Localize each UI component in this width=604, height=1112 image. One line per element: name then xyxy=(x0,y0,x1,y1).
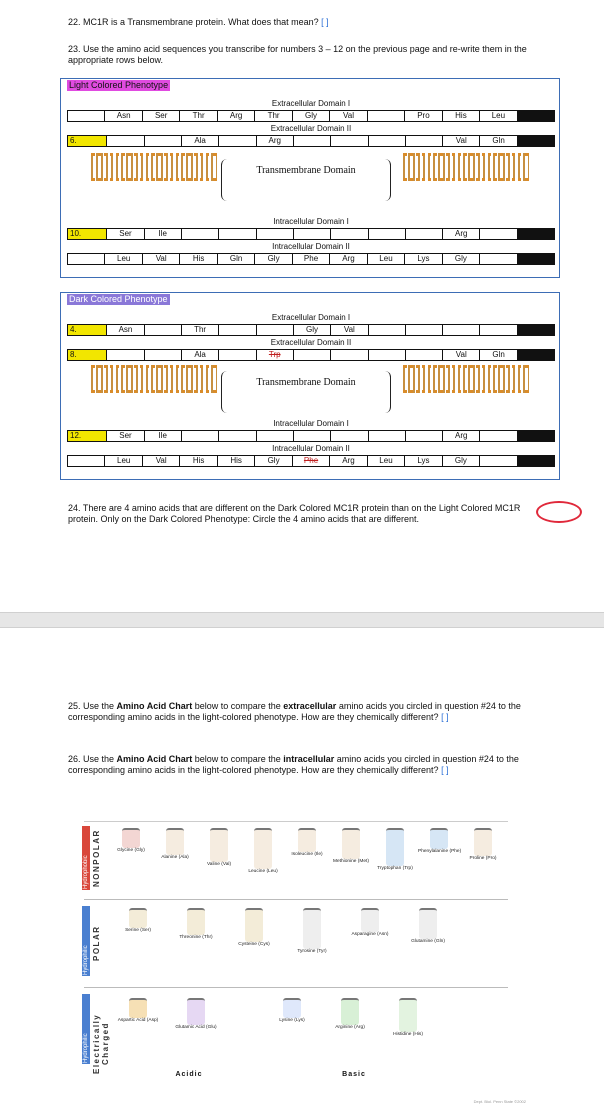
sequence-cell[interactable]: Gln xyxy=(217,253,254,265)
amino-acid-histidine xyxy=(380,998,436,1037)
dark-phenotype-title: Dark Colored Phenotype xyxy=(69,294,168,304)
sequence-cell[interactable]: Val xyxy=(329,110,366,122)
sequence-cell[interactable] xyxy=(479,430,516,442)
membrane-left xyxy=(91,153,217,181)
sequence-cell[interactable] xyxy=(479,455,516,467)
amino-acid-aspartic xyxy=(110,998,166,1023)
sequence-cell[interactable] xyxy=(144,349,181,361)
sequence-cell[interactable] xyxy=(218,135,255,147)
sequence-cell[interactable]: Ala xyxy=(181,135,218,147)
dark-row-bottom xyxy=(67,455,555,467)
sequence-cell[interactable]: Val xyxy=(142,455,179,467)
sequence-cell[interactable] xyxy=(144,135,181,147)
sequence-cell[interactable]: Leu xyxy=(104,253,141,265)
dark-extracellular-2-label: Extracellular Domain II xyxy=(270,338,352,347)
sequence-cell[interactable]: 4. xyxy=(67,324,106,336)
amino-acid-glutamic xyxy=(168,998,224,1030)
sequence-cell[interactable] xyxy=(293,430,330,442)
sequence-cell[interactable] xyxy=(67,110,104,122)
hydrophilic-tag: Hydrophilic xyxy=(82,906,90,976)
sequence-cell[interactable]: Phe xyxy=(292,455,329,467)
sequence-cell[interactable]: Leu xyxy=(367,455,404,467)
sequence-cell[interactable] xyxy=(405,324,442,336)
amino-acid-name: Glutamic Acid (Glu) xyxy=(175,1025,217,1030)
sequence-cell[interactable] xyxy=(517,349,555,361)
sequence-cell[interactable]: Gly xyxy=(442,455,479,467)
sequence-cell[interactable]: Arg xyxy=(329,455,366,467)
sequence-cell[interactable]: Gly xyxy=(292,110,329,122)
sequence-cell[interactable]: Val xyxy=(442,349,479,361)
light-row-10 xyxy=(67,228,555,240)
sequence-cell[interactable] xyxy=(442,324,479,336)
sequence-cell[interactable] xyxy=(517,110,555,122)
chart-divider xyxy=(84,899,508,900)
light-intracellular-2-label: Intracellular Domain II xyxy=(272,242,350,251)
light-row-bottom xyxy=(67,253,555,265)
sequence-cell[interactable] xyxy=(181,228,218,240)
amino-acid-name: Threonine (Thr) xyxy=(179,935,213,940)
amino-acid-cysteine xyxy=(226,908,282,947)
side-chain-structure xyxy=(303,908,321,949)
sequence-cell[interactable] xyxy=(517,135,555,147)
amino-acid-name: Tyrosine (Tyr) xyxy=(297,949,327,954)
sequence-cell[interactable]: Pro xyxy=(404,110,441,122)
question-23: 23. Use the amino acid sequences you transcribe for numbers 3 – 12 on the previous page and re-write them in the appropriate rows below. xyxy=(68,44,527,65)
light-phenotype-title: Light Colored Phenotype xyxy=(69,80,169,90)
sequence-cell[interactable] xyxy=(330,430,367,442)
sequence-cell[interactable]: His xyxy=(179,253,216,265)
amino-acid-name: Arginine (Arg) xyxy=(335,1025,365,1030)
side-chain-structure xyxy=(283,998,301,1018)
light-transmembrane-label: Transmembrane Domain xyxy=(221,159,391,201)
sequence-cell[interactable] xyxy=(330,228,367,240)
sequence-cell[interactable] xyxy=(517,455,555,467)
sequence-cell[interactable] xyxy=(218,349,255,361)
amino-acid-threonine xyxy=(168,908,224,940)
sequence-cell[interactable] xyxy=(517,253,555,265)
sequence-cell[interactable]: Arg xyxy=(442,228,479,240)
membrane-right xyxy=(403,153,529,181)
sequence-cell[interactable]: Arg xyxy=(256,135,293,147)
side-chain-structure xyxy=(386,828,404,866)
sequence-cell[interactable] xyxy=(181,430,218,442)
amino-acid-methionine xyxy=(330,828,372,864)
amino-acid-name: Isoleucine (Ile) xyxy=(291,852,323,857)
amino-acid-name: Asparagine (Asn) xyxy=(351,932,389,937)
amino-acid-glycine xyxy=(110,828,152,853)
sequence-cell[interactable]: Gly xyxy=(293,324,330,336)
sequence-cell[interactable] xyxy=(67,253,104,265)
dark-phenotype-panel xyxy=(60,292,560,480)
amino-acid-arginine xyxy=(322,998,378,1030)
question-25: 25. Use the Amino Acid Chart below to compare the extracellular amino acids you circled in question #24 to the corresponding amino acids in the light-colored phenotype. How are they chemically different? [ ] xyxy=(68,701,521,722)
sequence-cell[interactable] xyxy=(256,430,293,442)
sequence-cell[interactable]: His xyxy=(179,455,216,467)
sequence-cell[interactable]: Ala xyxy=(181,349,218,361)
side-chain-structure xyxy=(361,908,379,932)
amino-acid-name: Lysine (Lys) xyxy=(279,1018,305,1023)
amino-acid-name: Tryptophan (Trp) xyxy=(377,866,413,871)
sequence-cell[interactable]: Val xyxy=(330,324,367,336)
basic-group-label: Basic xyxy=(342,1071,366,1078)
side-chain-structure xyxy=(341,998,359,1025)
hydrophobic-tag: Hydrophobic xyxy=(82,826,90,890)
sequence-cell[interactable]: 6. xyxy=(67,135,106,147)
sequence-cell[interactable]: His xyxy=(217,455,254,467)
side-chain-structure xyxy=(399,998,417,1032)
sequence-cell[interactable]: Ser xyxy=(106,430,143,442)
amino-acid-tyrosine xyxy=(284,908,340,954)
sequence-cell[interactable]: Gln xyxy=(479,135,516,147)
sequence-cell[interactable]: Gly xyxy=(254,455,291,467)
amino-acid-name: Phenylalanine (Phe) xyxy=(418,849,462,854)
side-chain-structure xyxy=(129,998,147,1018)
sequence-cell[interactable]: 8. xyxy=(67,349,106,361)
sequence-cell[interactable] xyxy=(144,324,181,336)
dark-intracellular-2-label: Intracellular Domain II xyxy=(272,444,350,453)
side-chain-structure xyxy=(254,828,272,869)
sequence-cell[interactable] xyxy=(293,228,330,240)
dark-extracellular-1-label: Extracellular Domain I xyxy=(271,313,351,322)
sequence-cell[interactable] xyxy=(405,430,442,442)
sequence-cell[interactable] xyxy=(256,324,293,336)
sequence-cell[interactable] xyxy=(405,228,442,240)
question-26: 26. Use the Amino Acid Chart below to compare the intracellular amino acids you circled in question #24 to the corresponding amino acids in the light-colored phenotype. How are they chemically different? [ ] xyxy=(68,754,519,775)
amino-acid-name: Leucine (Leu) xyxy=(248,869,278,874)
sequence-cell[interactable]: Ser xyxy=(142,110,179,122)
amino-acid-alanine xyxy=(154,828,196,860)
amino-acid-name: Cysteine (Cys) xyxy=(238,942,270,947)
side-chain-structure xyxy=(129,908,147,928)
sequence-cell[interactable]: Thr xyxy=(181,324,218,336)
sequence-cell[interactable]: Asn xyxy=(104,110,141,122)
sequence-cell[interactable]: Thr xyxy=(254,110,291,122)
amino-acid-name: Serine (Ser) xyxy=(125,928,151,933)
sequence-cell[interactable] xyxy=(368,349,405,361)
light-intracellular-1-label: Intracellular Domain I xyxy=(273,217,349,226)
sequence-cell[interactable] xyxy=(517,430,555,442)
sequence-cell[interactable]: Arg xyxy=(329,253,366,265)
sequence-cell[interactable] xyxy=(330,349,367,361)
side-chain-structure xyxy=(166,828,184,855)
circle-annotation-tool[interactable] xyxy=(536,501,582,523)
sequence-cell[interactable]: Lys xyxy=(404,455,441,467)
sequence-cell[interactable]: 10. xyxy=(67,228,106,240)
sequence-cell[interactable] xyxy=(218,324,255,336)
sequence-cell[interactable] xyxy=(67,455,104,467)
hydrophilic-tag-charged: Hydrophilic xyxy=(82,994,90,1064)
dark-row-4 xyxy=(67,324,555,336)
sequence-cell[interactable]: Lys xyxy=(404,253,441,265)
membrane-left xyxy=(91,365,217,393)
amino-acid-name: Methionine (Met) xyxy=(333,859,369,864)
chart-credit: Dept. Biol. Penn State ©2002 xyxy=(473,1099,526,1104)
sequence-cell[interactable] xyxy=(368,324,405,336)
membrane-right xyxy=(403,365,529,393)
side-chain-structure xyxy=(298,828,316,852)
side-chain-structure xyxy=(474,828,492,856)
dark-row-8 xyxy=(67,349,555,361)
amino-acid-chart xyxy=(84,821,508,1099)
side-chain-structure xyxy=(245,908,263,942)
sequence-cell[interactable]: Trp xyxy=(256,349,293,361)
sequence-cell[interactable] xyxy=(405,135,442,147)
amino-acid-name: Aspartic Acid (Asp) xyxy=(117,1018,159,1023)
light-phenotype-panel xyxy=(60,78,560,278)
side-chain-structure xyxy=(342,828,360,859)
sequence-cell[interactable]: Ser xyxy=(106,228,143,240)
amino-acid-asparagine xyxy=(342,908,398,937)
dark-intracellular-1-label: Intracellular Domain I xyxy=(273,419,349,428)
amino-acid-proline xyxy=(462,828,504,861)
polar-side-label: POLAR xyxy=(92,925,101,961)
side-chain-structure xyxy=(430,828,448,849)
sequence-cell[interactable]: Leu xyxy=(479,110,516,122)
sequence-cell[interactable] xyxy=(517,228,555,240)
dark-transmembrane-label: Transmembrane Domain xyxy=(221,371,391,413)
amino-acid-name: Glutamine (Gln) xyxy=(411,939,445,944)
amino-acid-name: Glycine (Gly) xyxy=(117,848,145,853)
charged-side-label: Electrically Charged xyxy=(92,1013,110,1075)
sequence-cell[interactable]: Phe xyxy=(292,253,329,265)
question-22: 22. MC1R is a Transmembrane protein. What does that mean? [ ] xyxy=(68,17,329,27)
answer-bracket-26[interactable]: [ ] xyxy=(441,764,449,775)
amino-acid-glutamine xyxy=(400,908,456,944)
page-separator xyxy=(0,612,604,628)
amino-acid-serine xyxy=(110,908,166,933)
sequence-cell[interactable]: Arg xyxy=(442,430,479,442)
sequence-cell[interactable] xyxy=(106,349,143,361)
light-row-top xyxy=(67,110,555,122)
sequence-cell[interactable]: Val xyxy=(142,253,179,265)
sequence-cell[interactable] xyxy=(368,430,405,442)
sequence-cell[interactable]: Leu xyxy=(104,455,141,467)
amino-acid-name: Histidine (His) xyxy=(393,1032,423,1037)
sequence-cell[interactable]: Gly xyxy=(254,253,291,265)
acidic-group-label: Acidic xyxy=(175,1071,203,1078)
light-extracellular-1-label: Extracellular Domain I xyxy=(271,99,351,108)
chart-divider xyxy=(84,987,508,988)
question-24: 24. There are 4 amino acids that are different on the Dark Colored MC1R protein than on the Light Colored MC1R protein. Only on the Dark Colored Phenotype: Circle the 4 amino acids that are different. xyxy=(68,503,521,524)
answer-bracket-22[interactable]: [ ] xyxy=(321,17,329,27)
dark-row-12 xyxy=(67,430,555,442)
amino-acid-name: Alanine (Ala) xyxy=(161,855,189,860)
sequence-cell[interactable] xyxy=(368,135,405,147)
worksheet-page-2 xyxy=(0,628,604,1112)
sequence-cell[interactable] xyxy=(218,228,255,240)
amino-acid-lysine xyxy=(264,998,320,1023)
side-chain-structure xyxy=(419,908,437,939)
amino-acid-tryptophan xyxy=(374,828,416,871)
sequence-cell[interactable] xyxy=(479,228,516,240)
answer-bracket-25[interactable]: [ ] xyxy=(441,711,449,722)
sequence-cell[interactable]: 12. xyxy=(67,430,106,442)
sequence-cell[interactable]: Thr xyxy=(179,110,216,122)
amino-acid-name: Valine (Val) xyxy=(206,862,232,867)
sequence-cell[interactable] xyxy=(479,324,516,336)
sequence-cell[interactable]: Ile xyxy=(144,228,181,240)
sequence-cell[interactable] xyxy=(330,135,367,147)
side-chain-structure xyxy=(210,828,228,862)
amino-acid-isoleucine xyxy=(286,828,328,857)
sequence-cell[interactable]: Leu xyxy=(367,253,404,265)
sequence-cell[interactable]: Arg xyxy=(217,110,254,122)
sequence-cell[interactable]: His xyxy=(442,110,479,122)
side-chain-structure xyxy=(187,998,205,1025)
sequence-cell[interactable] xyxy=(405,349,442,361)
sequence-cell[interactable] xyxy=(517,324,555,336)
sequence-cell[interactable] xyxy=(106,135,143,147)
sequence-cell[interactable]: Gly xyxy=(442,253,479,265)
sequence-cell[interactable] xyxy=(293,349,330,361)
sequence-cell[interactable]: Ile xyxy=(144,430,181,442)
sequence-cell[interactable] xyxy=(367,110,404,122)
sequence-cell[interactable] xyxy=(479,253,516,265)
light-extracellular-2-label: Extracellular Domain II xyxy=(270,124,352,133)
sequence-cell[interactable]: Gln xyxy=(479,349,516,361)
nonpolar-side-label: NONPOLAR xyxy=(92,829,101,887)
amino-acid-phenylalanine xyxy=(418,828,460,854)
sequence-cell[interactable] xyxy=(293,135,330,147)
light-row-6 xyxy=(67,135,555,147)
sequence-cell[interactable]: Val xyxy=(442,135,479,147)
amino-acid-name: Proline (Pro) xyxy=(469,856,497,861)
sequence-cell[interactable]: Asn xyxy=(106,324,143,336)
side-chain-structure xyxy=(187,908,205,935)
sequence-cell[interactable] xyxy=(368,228,405,240)
amino-acid-leucine xyxy=(242,828,284,874)
sequence-cell[interactable] xyxy=(218,430,255,442)
side-chain-structure xyxy=(122,828,140,848)
amino-acid-valine xyxy=(198,828,240,867)
sequence-cell[interactable] xyxy=(256,228,293,240)
